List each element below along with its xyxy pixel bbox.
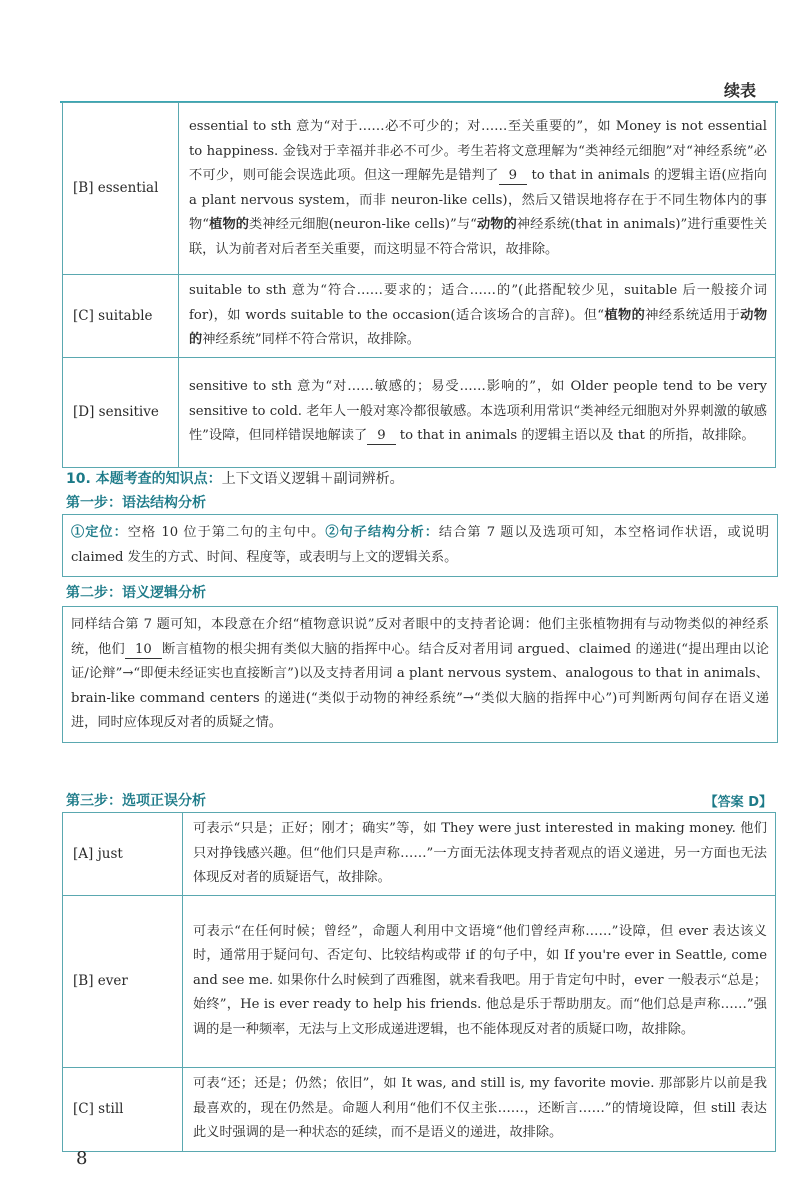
step2-box [62,606,778,743]
table-row [63,275,776,358]
table-row [63,103,776,275]
text-run: 同样结合第 7 题可知，本段意在介绍“植物意识说”反对者眼中的支持者论调：他们主张植物拥有与动物类似的神经系统，他们 [71,617,769,657]
highlight-label: ①定位： [71,525,128,540]
table-row [63,813,776,896]
step1-title: 第一步：语法结构分析 [66,495,206,511]
text-run: sensitive to sth 意为“对……敏感的；易受……影响的”，如 Older people tend to be very sensitive to cold. 老年人一般对寒冷都很敏感。本选项利用常识“类神经元细胞对外界刺激的敏感性”设障，但同样错误地解读了 [189,379,767,444]
step3-title: 第三步：选项正误分析 [66,793,206,809]
text-run: to that in animals 的逻辑主语(应指向 a plant nervous system，而非 neuron-like cells)，然后又错误地将存在于不同生物体内的事物“ [189,168,767,232]
text-run: 可表“还；还是；仍然；依旧”，如 It was, and still is, my favorite movie. 那部影片以前是我最喜欢的，现在仍然是。命题人利用“他们不仅主张……，还断言……”的情境设障，但 still 表达此义时强调的是一种状态的延续，而不是语义的递进，故排除。 [193,1076,767,1141]
text-run: 神经系统(that in animals)”进行重要性关联，认为前者对后者至关重要，而这明显不符合常识，故排除。 [189,217,768,257]
text-run: to that in animals 的逻辑主语以及 that 的所指，故排除。 [395,428,755,444]
text-run: essential to sth 意为“对于……必不可少的；对……至关重要的”，如 Money is not essential to happiness. 金钱对于幸福并非必不可少。考生若将文意理解为“类神经元细胞”对“神经系统”必不可少，则可能会误选此项。但这一理解先是错判了 [189,119,767,183]
option-label: [D] sensitive [63,357,179,467]
highlight-label: ②句子结构分析： [325,525,439,540]
option-explanation [179,357,776,467]
blank-number: 9 [367,428,395,445]
option-explanation [183,1067,776,1151]
blank-number: 10 [125,642,162,659]
question-10-heading: 10. 本题考查的知识点：上下文语义逻辑＋副词辨析。 [66,471,404,487]
option-label: [B] ever [63,895,183,1067]
text-run: 可表示“在任何时候；曾经”，命题人利用中文语境“他们曾经声称……”设障，但 ever 表达该义时，通常用于疑问句、否定句、比较结构或带 if 的句子中，如 If you're ever in Seattle, come and see me. 如果你什么时候到了西雅图，就来看我吧。用于肯定句中时，ever 一般表示“总是；始终”，He is ever ready to help his friends. 他总是乐于帮助朋友。而“他们总是声称……”强调的是一种频率，无法与上文形成递进逻辑，也不能体现反对者的质疑口吻，故排除。 [193,923,767,1037]
options-table-q9 [62,102,776,468]
option-explanation [183,895,776,1067]
option-label: [A] just [63,813,183,896]
continued-label: 续表 [723,81,756,100]
emphasis-text: 植物的 [604,307,646,323]
step1-box [62,514,778,577]
emphasis-text: 动物的 [189,307,768,347]
blank-number: 9 [499,168,527,185]
options-table-q10 [62,812,776,1152]
text-run: 断言植物的根尖拥有类似大脑的指挥中心。结合反对者用词 argued、claimed 的递进(“提出理由以论证/论辩”→“即便未经证实也直接断言”)以及支持者用词 a plant nervous system、analogous to that in animals、brain-like command centers 的递进(“类似于动物的神经系统”→“类似大脑的指挥中心”)可判断两句间存在语义递进，同时应体现反对者的质疑之情。 [71,641,769,730]
emphasis-text: 动物的 [476,217,517,232]
text-run: 结合第 7 题以及选项可知，本空格词作状语，或说明 claimed 发生的方式、时间、程度等，或表明与上文的逻辑关系。 [71,525,770,565]
text-run: 可表示“只是；正好；刚才；确实”等，如 They were just interested in making money. 他们只对挣钱感兴趣。但“他们只是声称……”一方面无法体现支持者观点的语义递进，另一方面也无法体现反对者的质疑语气，故排除。 [193,821,767,885]
option-label: [B] essential [63,103,179,275]
table-row [63,357,776,467]
text-run: 类神经元细胞(neuron-like cells)”与“ [249,217,477,232]
emphasis-text: 植物的 [209,217,250,232]
text-run: 神经系统”同样不符合常识，故排除。 [202,332,420,347]
text-run: suitable to sth 意为“符合……要求的；适合……的”(此搭配较少见，suitable 后一般接介词 for)，如 words suitable to the occasion(适合该场合的言辞)。但“ [189,283,767,323]
option-label: [C] still [63,1067,183,1151]
page-number: 8 [76,1148,88,1169]
text-run: 神经系统适用于 [645,307,741,323]
step2-title: 第二步：语义逻辑分析 [66,585,206,601]
option-explanation [179,275,776,358]
answer-badge: 【答案 D】 [704,795,772,810]
option-explanation [183,813,776,896]
table-row [63,895,776,1067]
option-explanation [179,103,776,275]
table-row [63,1067,776,1151]
option-label: [C] suitable [63,275,179,358]
text-run: 空格 10 位于第二句的主句中。 [127,525,326,540]
